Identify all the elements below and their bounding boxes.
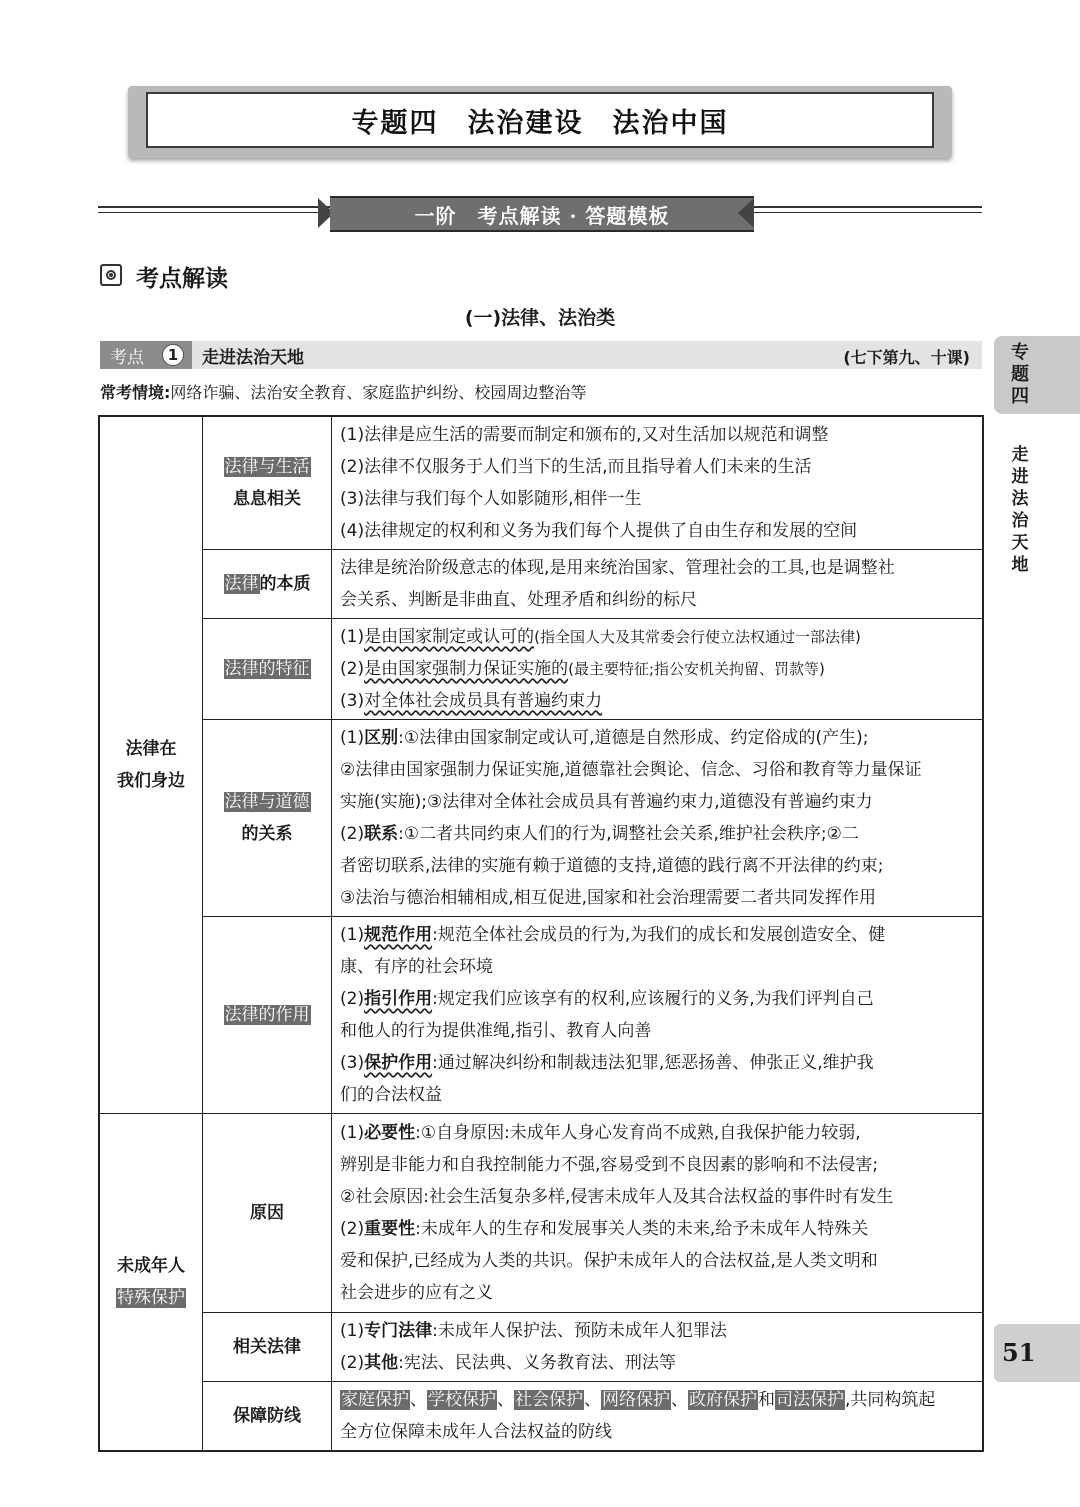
chapter-title: 专题四 法治建设 法治中国 xyxy=(351,107,729,139)
table-row xyxy=(99,720,983,917)
kaodian-title: 走进法治天地 xyxy=(202,348,304,368)
kaodian-number: 1 xyxy=(162,344,184,366)
table-row xyxy=(99,1313,983,1382)
row-head-reasons: 原因 xyxy=(203,1114,332,1313)
row-head-law-morality: 法律与道德 的关系 xyxy=(203,720,332,917)
target-icon xyxy=(100,264,122,286)
table-row xyxy=(99,416,983,550)
side-topic-text: 专题四 xyxy=(1011,342,1029,407)
row-body-law-role: (1)规范作用:规范全体社会成员的行为,为我们的成长和发展创造安全、健 康、有序的社会环境 (2)指引作用:规定我们应该享有的权利,应该履行的义务,为我们评判自己 和他人的行为提供准绳,指引、教育人向善 (3)保护作用:通过解决纠纷和制裁违法犯罪,惩恶扬善、伸张正义,维护我 们的合法权益 xyxy=(332,917,984,1114)
situations-label: 常考情境: xyxy=(100,383,171,402)
row-body-law-essence: 法律是统治阶级意志的体现,是用来统治国家、管理社会的工具,也是调整社 会关系、判断是非曲直、处理矛盾和纠纷的标尺 xyxy=(332,550,984,619)
ribbon-line-left-thin xyxy=(98,212,334,213)
row-body-law-life: (1)法律是应生活的需要而制定和颁布的,又对生活加以规范和调整 (2)法律不仅服务于人们当下的生活,而且指导着人们未来的生活 (3)法律与我们每个人如影随形,相伴一生 (4)法律规定的权利和义务为我们每个人提供了自由生存和发展的空间 xyxy=(332,416,984,550)
chapter-banner xyxy=(128,86,952,158)
kaodian-lesson: (七下第九、十课) xyxy=(843,348,970,367)
row-head-law-features: 法律的特征 xyxy=(203,619,332,720)
row-head-law-role: 法律的作用 xyxy=(203,917,332,1114)
section-ribbon: 一阶 考点解读 · 答题模板 xyxy=(330,196,754,232)
row-head-defense: 保障防线 xyxy=(203,1382,332,1452)
row-head-law-essence: 法律的本质 xyxy=(203,550,332,619)
table-row xyxy=(99,917,983,1114)
row-body-law-features: (1)是由国家制定或认可的(指全国人大及其常委会行使立法权通过一部法律) (2)是由国家强制力保证实施的(最主要特征;指公安机关拘留、罚款等) (3)对全体社会成员具有普遍约束力 xyxy=(332,619,984,720)
chapter-banner-frame xyxy=(146,92,934,148)
table-row xyxy=(99,1382,983,1452)
row-body-law-morality: (1)区别:①法律由国家制定或认可,道德是自然形成、约定俗成的(产生); ②法律由国家强制力保证实施,道德靠社会舆论、信念、习俗和教育等力量保证 实施(实施);③法律对全体社会成员具有普遍约束力,道德没有普遍约束力 (2)联系:①二者共同约束人们的行为,调整社会关系,维护社会秩序;②二 者密切联系,法律的实施有赖于道德的支持,道德的践行离不开法律的约束; ③法治与德治相辅相成,相互促进,国家和社会治理需要二者共同发挥作用 xyxy=(332,720,984,917)
row-body-defense: 家庭保护、学校保护、社会保护、网络保护、政府保护和司法保护,共同构筑起 全方位保障未成年人合法权益的防线 xyxy=(332,1382,984,1452)
side-sub-text: 走进法治天地 xyxy=(1011,445,1029,575)
row-head-law-life: 法律与生活 息息相关 xyxy=(203,416,332,550)
row-head-related-laws: 相关法律 xyxy=(203,1313,332,1382)
page-number: 51 xyxy=(1002,1338,1036,1367)
kaodian-label: 考点 xyxy=(100,341,192,369)
row-body-related-laws: (1)专门法律:未成年人保护法、预防未成年人犯罪法 (2)其他:宪法、民法典、义务教育法、刑法等 xyxy=(332,1313,984,1382)
table-row xyxy=(99,550,983,619)
ribbon-line-right xyxy=(748,206,982,208)
side-topic-tab xyxy=(994,336,1080,414)
group-title-law: 法律在 我们身边 xyxy=(99,416,203,1114)
table-row xyxy=(99,619,983,720)
section-subtitle: (一)法律、法治类 xyxy=(464,307,616,329)
section-title: 考点解读 xyxy=(136,266,228,292)
table-row xyxy=(99,1114,983,1313)
ribbon-line-right-thin xyxy=(748,212,982,213)
common-situations xyxy=(100,380,586,403)
row-body-reasons: (1)必要性:①自身原因:未成年人身心发育尚不成熟,自我保护能力较弱, 辨别是非能力和自我控制能力不强,容易受到不良因素的影响和不法侵害; ②社会原因:社会生活复杂多样,侵害未成年人及其合法权益的事件时有发生 (2)重要性:未成年人的生存和发展事关人类的未来,给予未成年人特殊关 爱和保护,已经成为人类的共识。保护未成年人的合法权益,是人类文明和 社会进步的应有之义 xyxy=(332,1114,984,1313)
knowledge-table xyxy=(98,415,984,1452)
situations-text: 网络诈骗、法治安全教育、家庭监护纠纷、校园周边整治等 xyxy=(170,383,587,402)
ribbon-arrow-right-icon xyxy=(738,198,754,228)
group-title-minors: 未成年人 特殊保护 xyxy=(99,1114,203,1452)
ribbon-line-left xyxy=(98,206,334,208)
